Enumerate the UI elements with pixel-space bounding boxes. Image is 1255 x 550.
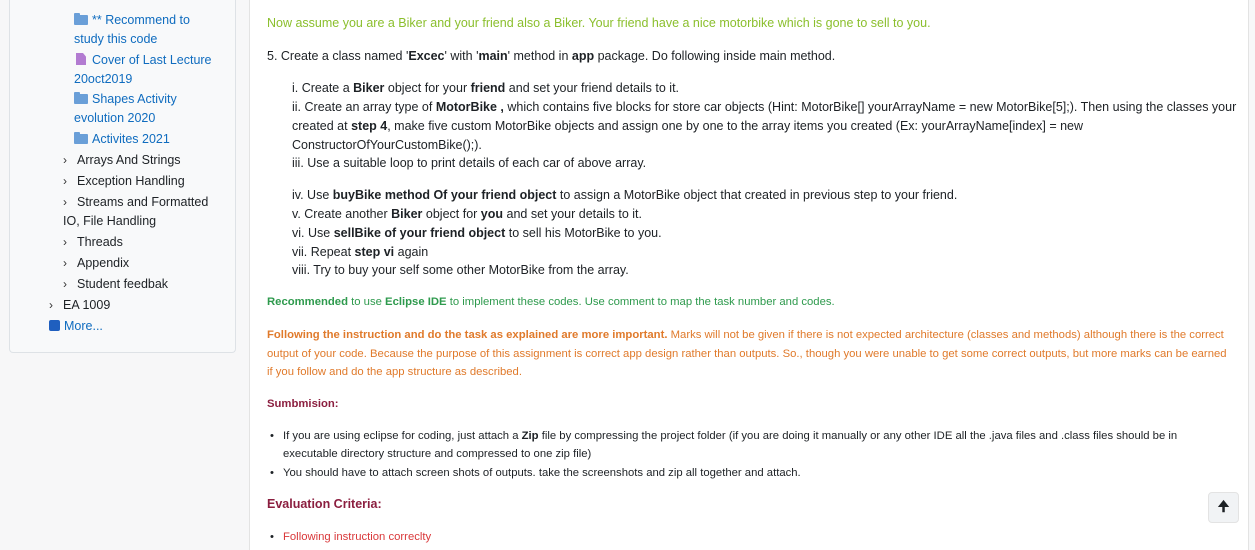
file-icon xyxy=(76,53,86,65)
chevron-right-icon: › xyxy=(63,256,67,270)
chevron-right-icon: › xyxy=(63,153,67,167)
step-vii: vii. Repeat step vi again xyxy=(292,245,429,259)
submission-item-1: • If you are using eclipse for coding, just attach a Zip file by compressing the project folder (if you are doing it manually or any other IDE all the .java files and .class files should be in xyxy=(283,427,1177,446)
sidebar-item-ea-1009[interactable]: › EA 1009 xyxy=(49,296,110,315)
step-v: v. Create another Biker object for you and set your details to it. xyxy=(292,207,642,221)
instruction-warning: Following the instruction and do the task as explained are more important. Marks will not be given if there is not expected architecture (classes and methods) although there is the correct xyxy=(267,329,1224,341)
submission-item-2: • You should have to attach screen shots of outputs. take the screenshots and zip all together and attach. xyxy=(283,464,801,483)
sidebar-item-cover-last-lecture[interactable]: Cover of Last Lecture 20oct2019 xyxy=(74,53,212,86)
chevron-right-icon: › xyxy=(63,277,67,291)
intro-text: Now assume you are a Biker and your friend also a Biker. Your friend have a nice motorbike which is gone to sell to you. xyxy=(267,16,931,30)
chevron-right-icon: › xyxy=(63,195,67,209)
folder-icon xyxy=(74,15,88,25)
evaluation-item-1: • Following instruction correclty xyxy=(283,528,431,547)
sidebar-item-recommend[interactable]: ** Recommend to study this code xyxy=(74,13,190,46)
step-ii-line3: ConstructorOfYourCustomBike();). xyxy=(292,138,482,152)
instruction-warning-line3: if you follow and do the app structure as described. xyxy=(267,366,522,378)
sidebar-item-threads[interactable]: › Threads xyxy=(63,233,123,252)
step-ii: ii. Create an array type of MotorBike , which contains five blocks for store car objects (Hint: MotorBike[] yourArrayName = new MotorBike[5];). Then using the classes your xyxy=(292,100,1237,114)
chevron-right-icon: › xyxy=(63,174,67,188)
sidebar-item-streams-line2: IO, File Handling xyxy=(63,214,157,228)
sidebar-item-arrays-and-strings[interactable]: › Arrays And Strings xyxy=(63,151,181,170)
chevron-right-icon: › xyxy=(49,298,53,312)
recommended-note: Recommended to use Eclipse IDE to implement these codes. Use comment to map the task number and codes. xyxy=(267,296,835,308)
chevron-right-icon: › xyxy=(63,235,67,249)
step-iv: iv. Use buyBike method Of your friend object to assign a MotorBike object that created in previous step to your friend. xyxy=(292,188,958,202)
assignment-content xyxy=(249,0,1249,550)
sidebar-item-exception-handling[interactable]: › Exception Handling xyxy=(63,172,185,191)
sidebar-item-shapes-activity[interactable]: Shapes Activity evolution 2020 xyxy=(74,92,177,125)
sidebar-item-streams[interactable]: › Streams and Formatted xyxy=(63,193,208,212)
submission-item-1-line2: executable directory structure and compressed to one zip file) xyxy=(283,448,592,460)
instruction-warning-line2: output of your code. Because the purpose of this assignment is correct app design rather than outputs. So., though you were unable to get some correct outputs, but more marks can be earned xyxy=(267,348,1227,360)
course-index-sidebar xyxy=(9,0,236,353)
step-viii: viii. Try to buy your self some other MotorBike from the array. xyxy=(292,263,629,277)
submission-heading: Sumbmision: xyxy=(267,398,339,410)
folder-icon xyxy=(74,94,88,104)
step-ii-line2: created at step 4, make five custom MotorBike objects and assign one by one to the array items you created (Ex: yourArrayName[index] = new xyxy=(292,119,1084,133)
sidebar-item-student-feedback[interactable]: › Student feedbak xyxy=(63,275,168,294)
step-iii: iii. Use a suitable loop to print details of each car of above array. xyxy=(292,156,647,170)
evaluation-heading: Evaluation Criteria: xyxy=(267,497,382,511)
square-icon xyxy=(49,320,60,331)
step-5: 5. Create a class named 'Excec' with 'main' method in app package. Do following inside main method. xyxy=(267,49,836,63)
step-vi: vi. Use sellBike of your friend object to sell his MotorBike to you. xyxy=(292,226,662,240)
sidebar-item-more[interactable]: More... xyxy=(49,317,103,336)
arrow-up-icon: 🠉 xyxy=(1217,497,1230,514)
sidebar-item-activites-2021[interactable]: Activites 2021 xyxy=(74,130,170,149)
folder-icon xyxy=(74,134,88,144)
step-i: i. Create a Biker object for your friend and set your friend details to it. xyxy=(292,81,680,95)
sidebar-item-appendix[interactable]: › Appendix xyxy=(63,254,129,273)
scroll-to-top-button[interactable] xyxy=(1208,492,1239,523)
